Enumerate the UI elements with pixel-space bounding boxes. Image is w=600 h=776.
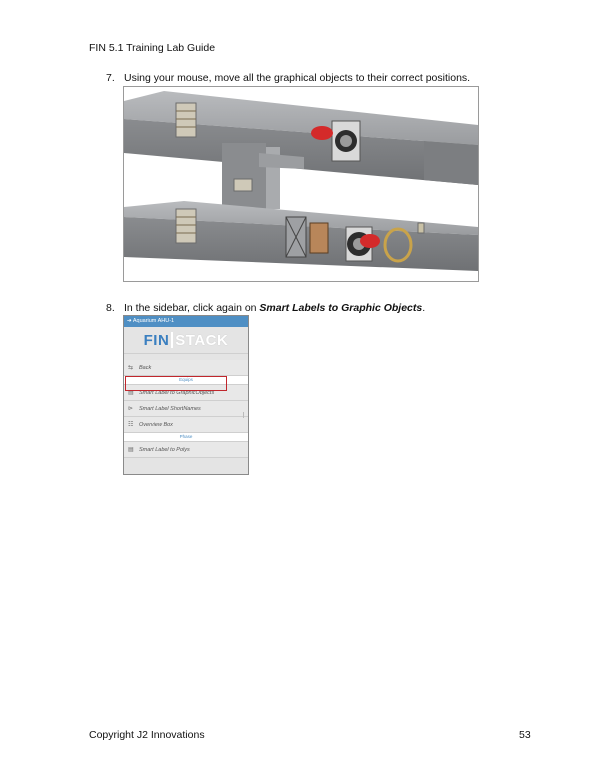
logo-divider [171, 332, 173, 348]
step-text [124, 302, 425, 314]
damper-top [176, 103, 196, 137]
section-header-equips: Equips [124, 376, 248, 385]
arrow-right-icon: ➔ [127, 318, 133, 324]
step-number: 8. [106, 302, 115, 314]
sidebar-title [124, 316, 248, 327]
fan-motor-top [311, 126, 333, 140]
sidebar-item-label: Smart Label ShortNames [139, 405, 201, 412]
highlight-box [125, 376, 227, 391]
back-icon: ⇆ [128, 365, 134, 371]
sidebar-item-label: Overview Box [139, 421, 173, 428]
sidebar-item-label: Smart Label to Polys [139, 446, 190, 453]
damper-middle [234, 179, 252, 191]
document-icon: ▤ [128, 390, 134, 396]
sidebar-item-smart-label-shortnames[interactable] [124, 401, 248, 417]
coil [310, 223, 328, 253]
scrollbar[interactable] [243, 412, 244, 418]
document-icon: ▤ [128, 447, 134, 453]
sidebar-item-overview-box[interactable] [124, 417, 248, 433]
sidebar-back-button[interactable] [124, 360, 248, 376]
fan-motor-bottom [360, 234, 380, 248]
duct-illustration [124, 87, 478, 281]
sidebar-item-smart-label-polys[interactable] [124, 442, 248, 458]
step-text: Using your mouse, move all the graphical objects to their correct positions. [124, 72, 471, 84]
table-icon: ☷ [128, 422, 134, 428]
sidebar-item-label: Back [139, 364, 152, 371]
sidebar-title-text: Aquarium AHU-1 [132, 318, 175, 324]
page-header: FIN 5.1 Training Lab Guide [89, 42, 216, 54]
sidebar-screenshot [123, 315, 249, 475]
step-text-emphasis: Smart Labels to Graphic Objects [259, 302, 423, 314]
page-number: 53 [519, 729, 531, 741]
logo-fin: FIN [143, 331, 170, 349]
footer-copyright: Copyright J2 Innovations [89, 729, 205, 741]
finstack-logo [124, 327, 248, 354]
step-text-after: . [422, 302, 426, 314]
step-text-before: In the sidebar, click again on [124, 302, 260, 314]
step-number: 7. [106, 72, 115, 84]
duct-graphic-screenshot [123, 86, 479, 282]
tag-icon: ⊳ [128, 406, 134, 412]
damper-bottom [176, 209, 196, 243]
logo-stack: STACK [175, 331, 229, 349]
section-header-phase: Phase [124, 433, 248, 442]
sidebar-item-label: Smart Label to GraphicObjects [139, 389, 215, 396]
